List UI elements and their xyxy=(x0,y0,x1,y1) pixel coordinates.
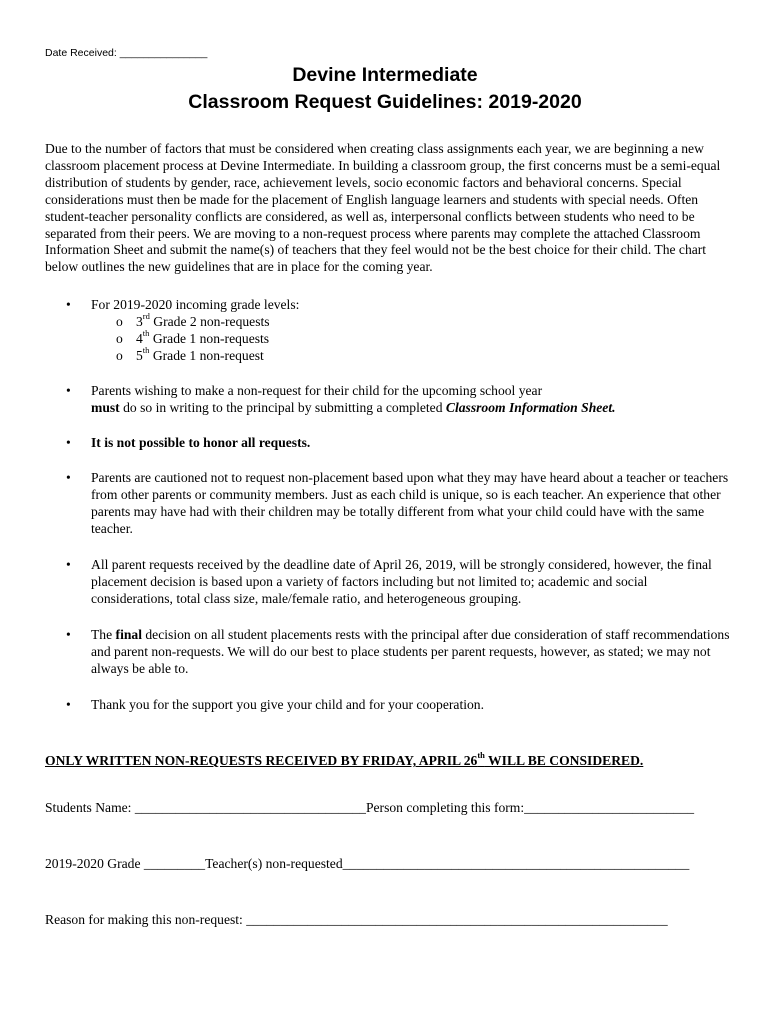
bullet-icon: • xyxy=(66,697,71,712)
date-received: Date Received: _______________ xyxy=(45,47,208,59)
bullet-icon: • xyxy=(66,627,71,642)
grades-heading: For 2019-2020 incoming grade levels: xyxy=(91,297,300,312)
students-name-field[interactable]: Students Name: __________________________________Person completing this form:_________________________ xyxy=(45,800,695,815)
page-title: Classroom Request Guidelines: 2019-2020 xyxy=(188,91,582,113)
sub-bullet-icon: o xyxy=(116,331,123,346)
reason-field[interactable]: Reason for making this non-request: ______________________________________________________________ xyxy=(45,912,668,927)
sub-bullet-icon: o xyxy=(116,348,123,363)
bullet-deadline: All parent requests received by the deadline date of April 26, 2019, will be strongly considered, however, the final placement decision is based upon a variety of factors including but not limited to; academic and social considerations, total class size, male/female ratio, and heterogeneous grouping. xyxy=(91,557,712,606)
bullet-icon: • xyxy=(66,470,71,485)
bullet-final-decision: The final decision on all student placements rests with the principal after due consideration of staff recommendations and parent non-requests. We will do our best to place students per parent requests, however, as stated; we may not always be able to. xyxy=(91,627,730,676)
bullet-thank-you: Thank you for the support you give your child and for your cooperation. xyxy=(91,697,484,712)
sub-bullet-icon: o xyxy=(116,314,123,329)
bullet-caution: Parents are cautioned not to request non-placement based upon what they may have heard about a teacher or teachers from other parents or community members. Just as each child is unique, so is each teacher. An experience that other parents may have had with their children may be totally different from what your child could have with the same teacher. xyxy=(91,470,729,536)
bullet-icon: • xyxy=(66,435,71,450)
bullet-icon: • xyxy=(66,297,71,312)
grade-item: 3rd Grade 2 non-requests xyxy=(136,311,270,329)
bullet-written-request: Parents wishing to make a non-request for their child for the upcoming school year must do so in writing to the principal by submitting a completed Classroom Information Sheet. xyxy=(91,383,616,415)
bullet-icon: • xyxy=(66,557,71,572)
grade-item: 4th Grade 1 non-requests xyxy=(136,328,270,346)
intro-paragraph: Due to the number of factors that must be considered when creating class assignments each year, we are beginning a new classroom placement process at Devine Intermediate. In building a classroom group, the first concerns must be a semi-equal distribution of students by gender, race, achievement levels, socio economic factors and behavioral concerns. Special considerations must then be made for the placement of English language learners and students with special needs. Often student-teacher personality conflicts are considered, as well as, interpersonal conflicts between students who need to be separated from their peers. We are moving to a non-request process where parents may complete the attached Classroom Information Sheet and submit the name(s) of teachers that they feel would not be the best choice for their child. The chart below outlines the new guidelines that are in place for the coming year. xyxy=(45,141,721,275)
deadline-notice: ONLY WRITTEN NON-REQUESTS RECEIVED BY FRIDAY, APRIL 26th WILL BE CONSIDERED. xyxy=(45,750,644,768)
bullet-icon: • xyxy=(66,383,71,398)
school-name: Devine Intermediate xyxy=(292,64,478,86)
grade-item: 5th Grade 1 non-request xyxy=(136,345,264,363)
bullet-not-possible: It is not possible to honor all requests. xyxy=(91,435,311,450)
grade-teacher-field[interactable]: 2019-2020 Grade _________Teacher(s) non-requested___________________________________________________ xyxy=(45,856,690,871)
